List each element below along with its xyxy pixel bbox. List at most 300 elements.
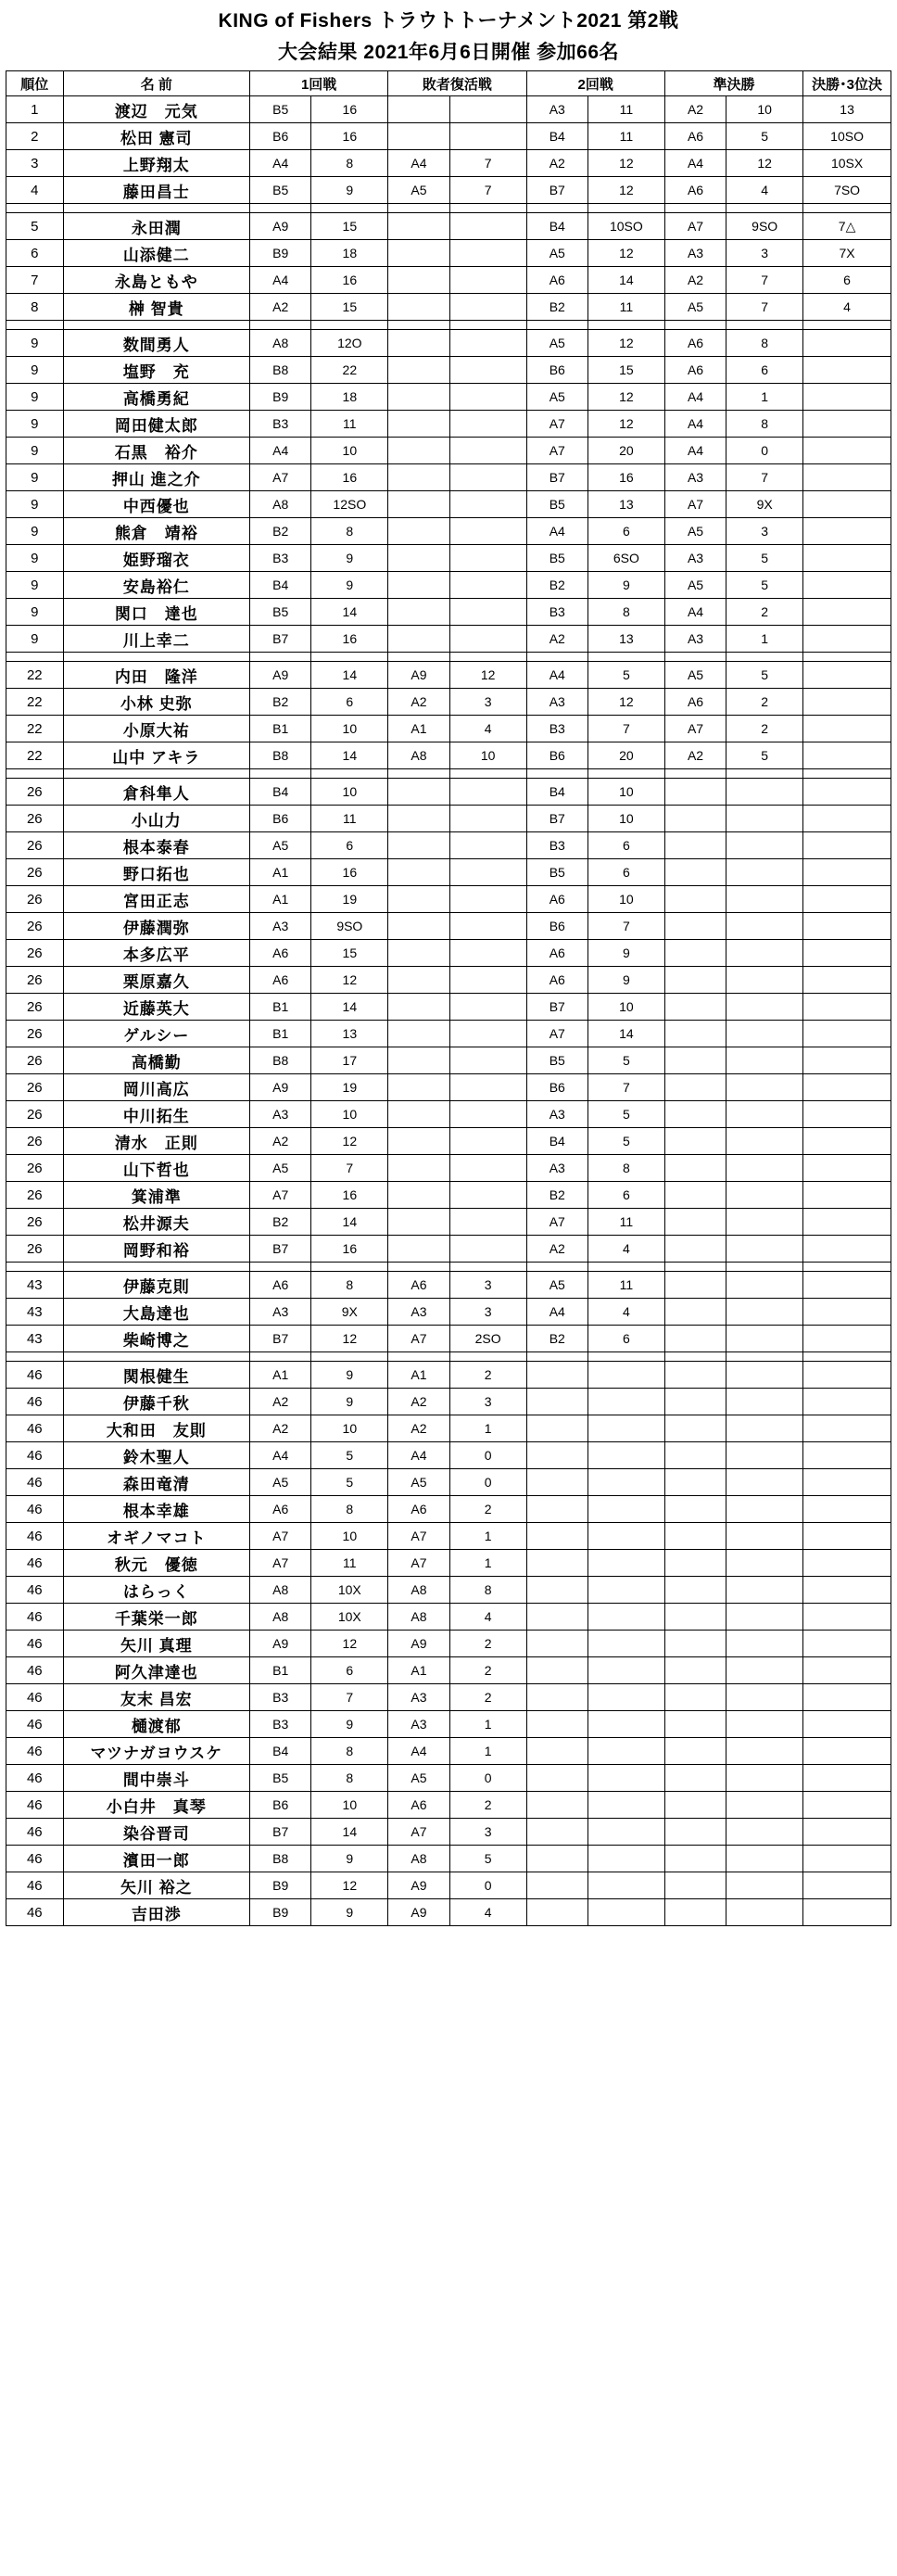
semifinal-score [726,1496,803,1523]
round1-score: 7 [311,1684,388,1711]
loser-score [449,1074,526,1101]
spacer-cell [449,769,526,779]
round1-score: 15 [311,213,388,240]
table-row [6,716,891,742]
round2-score: 10 [587,886,664,913]
loser-score [449,886,526,913]
round1-score: 16 [311,859,388,886]
round1-score: 9SO [311,913,388,940]
final-score [803,1657,891,1684]
round1-group: B8 [250,742,311,769]
round2-group [526,1899,587,1926]
rank: 46 [6,1550,64,1577]
table-row [6,1496,891,1523]
round1-group: A3 [250,1299,311,1326]
round1-score: 7 [311,1155,388,1182]
round1-group: B6 [250,123,311,150]
group-spacer-row [6,769,891,779]
semifinal-group [664,1442,726,1469]
semifinal-score: 4 [726,177,803,204]
loser-group: A8 [388,1604,449,1631]
final-score: 10SO [803,123,891,150]
player-name: 矢川 裕之 [63,1872,249,1899]
round2-score [587,1523,664,1550]
loser-group [388,438,449,464]
round2-group: A3 [526,1101,587,1128]
loser-group [388,545,449,572]
loser-score: 2 [449,1496,526,1523]
round2-group: A7 [526,1209,587,1236]
table-row [6,1657,891,1684]
final-score [803,330,891,357]
round1-group: B6 [250,806,311,832]
round2-score: 13 [587,491,664,518]
rank: 9 [6,599,64,626]
loser-score: 2 [449,1684,526,1711]
table-row [6,1765,891,1792]
table-row [6,626,891,653]
spacer-cell [63,204,249,213]
round2-group [526,1577,587,1604]
table-row [6,1074,891,1101]
round2-score: 20 [587,438,664,464]
semifinal-group [664,1523,726,1550]
final-score [803,491,891,518]
round1-group: B4 [250,779,311,806]
rank: 46 [6,1442,64,1469]
table-row [6,1362,891,1389]
round2-group: B2 [526,1182,587,1209]
table-row [6,1872,891,1899]
loser-group [388,967,449,994]
player-name: 鈴木聖人 [63,1442,249,1469]
semifinal-score [726,1657,803,1684]
round2-group [526,1872,587,1899]
player-name: 小白井 真琴 [63,1792,249,1819]
player-name: 小山力 [63,806,249,832]
table-row [6,1236,891,1263]
loser-score: 2SO [449,1326,526,1352]
loser-group: A1 [388,716,449,742]
loser-group: A7 [388,1819,449,1846]
round2-group: B6 [526,1074,587,1101]
spacer-cell [449,204,526,213]
player-name: 岡川高広 [63,1074,249,1101]
round2-group: A7 [526,411,587,438]
semifinal-group: A6 [664,689,726,716]
round1-score: 22 [311,357,388,384]
round2-group: A2 [526,626,587,653]
player-name: 小原大祐 [63,716,249,742]
player-name: 大島達也 [63,1299,249,1326]
round1-group: B9 [250,384,311,411]
group-spacer-row [6,321,891,330]
spacer-cell [587,653,664,662]
loser-score: 0 [449,1442,526,1469]
semifinal-group: A4 [664,599,726,626]
semifinal-group: A3 [664,545,726,572]
semifinal-score [726,1899,803,1926]
spacer-cell [311,1263,388,1272]
round2-group: B2 [526,572,587,599]
loser-group: A1 [388,1362,449,1389]
rank: 46 [6,1792,64,1819]
semifinal-score [726,1415,803,1442]
round2-group: B4 [526,213,587,240]
round1-score: 9 [311,1389,388,1415]
table-row [6,913,891,940]
round2-group: B3 [526,716,587,742]
spacer-cell [664,769,726,779]
loser-group [388,779,449,806]
round2-group: A6 [526,886,587,913]
loser-group: A6 [388,1272,449,1299]
round1-score: 6 [311,832,388,859]
rank: 26 [6,994,64,1021]
semifinal-group [664,1469,726,1496]
final-score [803,967,891,994]
round1-group: B2 [250,518,311,545]
player-name: 森田竜清 [63,1469,249,1496]
semifinal-group [664,1362,726,1389]
spacer-cell [726,321,803,330]
round2-score: 8 [587,599,664,626]
round1-group: B4 [250,572,311,599]
rank: 46 [6,1711,64,1738]
round1-group: B2 [250,689,311,716]
round1-score: 10 [311,1415,388,1442]
loser-group [388,886,449,913]
semifinal-group [664,1496,726,1523]
rank: 26 [6,779,64,806]
semifinal-group [664,1128,726,1155]
semifinal-score: 5 [726,123,803,150]
round1-score: 18 [311,240,388,267]
final-score [803,1299,891,1326]
spacer-cell [664,653,726,662]
semifinal-score [726,1326,803,1352]
player-name: 秋元 優徳 [63,1550,249,1577]
final-score [803,742,891,769]
table-row [6,1389,891,1415]
final-score [803,859,891,886]
rank: 9 [6,411,64,438]
loser-group [388,626,449,653]
spacer-cell [664,1263,726,1272]
round1-group: B8 [250,1047,311,1074]
spacer-cell [449,321,526,330]
player-name: 岡田健太郎 [63,411,249,438]
final-score [803,806,891,832]
loser-score: 2 [449,1362,526,1389]
final-score [803,1604,891,1631]
round2-score: 12 [587,384,664,411]
round1-score: 12 [311,1631,388,1657]
loser-group [388,464,449,491]
final-score [803,1128,891,1155]
loser-group: A5 [388,1469,449,1496]
semifinal-group [664,1074,726,1101]
semifinal-score [726,1846,803,1872]
round2-group: B2 [526,294,587,321]
rank: 3 [6,150,64,177]
loser-score: 0 [449,1469,526,1496]
semifinal-group [664,1101,726,1128]
round1-score: 8 [311,1496,388,1523]
round1-group: B6 [250,1792,311,1819]
final-score [803,1209,891,1236]
semifinal-score [726,1209,803,1236]
round2-group: A3 [526,1155,587,1182]
player-name: 伊藤千秋 [63,1389,249,1415]
round1-group: B3 [250,545,311,572]
player-name: 塩野 充 [63,357,249,384]
table-row [6,1442,891,1469]
semifinal-group [664,1209,726,1236]
player-name: 根本泰春 [63,832,249,859]
round2-score: 5 [587,1128,664,1155]
loser-group [388,491,449,518]
semifinal-score: 7 [726,294,803,321]
rank: 9 [6,464,64,491]
round1-group: B3 [250,1711,311,1738]
round1-score: 16 [311,1236,388,1263]
round2-score: 10 [587,779,664,806]
loser-group [388,859,449,886]
round2-group: A5 [526,330,587,357]
final-score [803,384,891,411]
semifinal-group [664,1155,726,1182]
group-spacer-row [6,653,891,662]
round2-score [587,1792,664,1819]
round1-group: A4 [250,438,311,464]
round2-score: 9 [587,967,664,994]
player-name: はらっく [63,1577,249,1604]
semifinal-group [664,994,726,1021]
final-score [803,1711,891,1738]
rank: 46 [6,1631,64,1657]
semifinal-score [726,779,803,806]
spacer-cell [587,204,664,213]
spacer-cell [6,204,64,213]
spacer-cell [311,653,388,662]
rank: 46 [6,1604,64,1631]
rank: 26 [6,806,64,832]
table-row [6,438,891,464]
loser-group: A1 [388,1657,449,1684]
round2-score [587,1684,664,1711]
loser-score: 3 [449,1389,526,1415]
semifinal-score [726,1819,803,1846]
round1-score: 10X [311,1604,388,1631]
round1-group: A8 [250,491,311,518]
round2-score: 12 [587,411,664,438]
round2-group [526,1846,587,1872]
player-name: 岡野和裕 [63,1236,249,1263]
round1-score: 6 [311,689,388,716]
round1-score: 10X [311,1577,388,1604]
player-name: 数間勇人 [63,330,249,357]
loser-group [388,1047,449,1074]
spacer-cell [526,769,587,779]
round1-group: B3 [250,411,311,438]
round2-group: A2 [526,1236,587,1263]
round2-score [587,1496,664,1523]
round1-score: 14 [311,742,388,769]
semifinal-group: A4 [664,150,726,177]
header-round1: 1回戦 [250,71,388,96]
table-row [6,96,891,123]
table-row [6,294,891,321]
loser-score [449,411,526,438]
spacer-cell [311,204,388,213]
round1-score: 15 [311,940,388,967]
loser-group [388,1155,449,1182]
round1-group: A2 [250,294,311,321]
loser-group: A8 [388,1846,449,1872]
semifinal-score: 7 [726,267,803,294]
player-name: 阿久津達也 [63,1657,249,1684]
player-name: 山添健二 [63,240,249,267]
spacer-cell [526,1263,587,1272]
round2-score: 10 [587,994,664,1021]
semifinal-group [664,1047,726,1074]
semifinal-group: A3 [664,240,726,267]
round2-group: A3 [526,689,587,716]
loser-group [388,1236,449,1263]
semifinal-group: A5 [664,662,726,689]
player-name: 永田潤 [63,213,249,240]
loser-group: A9 [388,662,449,689]
semifinal-score: 9SO [726,213,803,240]
round2-group: B3 [526,832,587,859]
round1-score: 5 [311,1469,388,1496]
round1-group: A7 [250,464,311,491]
loser-score [449,779,526,806]
round2-score [587,1362,664,1389]
loser-group: A9 [388,1872,449,1899]
semifinal-score: 7 [726,464,803,491]
round2-score: 11 [587,123,664,150]
round2-group [526,1550,587,1577]
spacer-cell [311,769,388,779]
round1-group: B4 [250,1738,311,1765]
table-row [6,1209,891,1236]
round1-group: A8 [250,1604,311,1631]
round2-score: 6 [587,1326,664,1352]
round2-score [587,1711,664,1738]
table-row [6,150,891,177]
round2-score [587,1738,664,1765]
final-score [803,1819,891,1846]
semifinal-group [664,832,726,859]
loser-score: 2 [449,1657,526,1684]
final-score [803,1155,891,1182]
final-score [803,779,891,806]
header-final: 決勝･3位決 [803,71,891,96]
loser-group [388,96,449,123]
loser-score [449,967,526,994]
semifinal-score [726,1389,803,1415]
player-name: 宮田正志 [63,886,249,913]
table-row [6,1182,891,1209]
round1-score: 9 [311,572,388,599]
loser-group: A4 [388,1738,449,1765]
table-row [6,599,891,626]
loser-score [449,940,526,967]
round2-score: 20 [587,742,664,769]
round1-group: B2 [250,1209,311,1236]
final-score: 13 [803,96,891,123]
loser-group [388,994,449,1021]
round2-group: B3 [526,599,587,626]
round1-group: A7 [250,1550,311,1577]
semifinal-group [664,1299,726,1326]
loser-group [388,1209,449,1236]
player-name: 松田 憲司 [63,123,249,150]
loser-group: A7 [388,1326,449,1352]
final-score: 6 [803,267,891,294]
spacer-cell [63,653,249,662]
player-name: 山中 アキラ [63,742,249,769]
round2-score: 6 [587,518,664,545]
spacer-cell [526,204,587,213]
loser-score: 0 [449,1872,526,1899]
semifinal-group: A2 [664,267,726,294]
final-score [803,357,891,384]
player-name: 関根健生 [63,1362,249,1389]
loser-score [449,438,526,464]
loser-score: 1 [449,1415,526,1442]
loser-group: A2 [388,689,449,716]
table-row [6,1738,891,1765]
loser-group: A3 [388,1299,449,1326]
loser-score [449,572,526,599]
round2-score: 15 [587,357,664,384]
final-score [803,1047,891,1074]
table-row [6,1684,891,1711]
loser-group [388,572,449,599]
round1-group: A6 [250,1272,311,1299]
round2-group: B5 [526,1047,587,1074]
round2-group: A6 [526,967,587,994]
round2-group [526,1604,587,1631]
player-name: 倉科隼人 [63,779,249,806]
header-rank: 順位 [6,71,64,96]
rank: 26 [6,886,64,913]
round1-score: 8 [311,518,388,545]
table-row [6,1272,891,1299]
rank: 26 [6,940,64,967]
round2-score: 14 [587,267,664,294]
round1-group: A3 [250,1101,311,1128]
round2-score: 5 [587,1047,664,1074]
round1-score: 8 [311,1765,388,1792]
round1-score: 8 [311,150,388,177]
round2-score [587,1899,664,1926]
round1-group: B1 [250,994,311,1021]
loser-group [388,832,449,859]
loser-score: 3 [449,1819,526,1846]
rank: 46 [6,1523,64,1550]
round1-group: A1 [250,1362,311,1389]
table-row [6,1469,891,1496]
round1-score: 11 [311,411,388,438]
round1-score: 9 [311,1711,388,1738]
round2-group: B5 [526,545,587,572]
semifinal-group: A3 [664,626,726,653]
round1-group: B7 [250,1326,311,1352]
